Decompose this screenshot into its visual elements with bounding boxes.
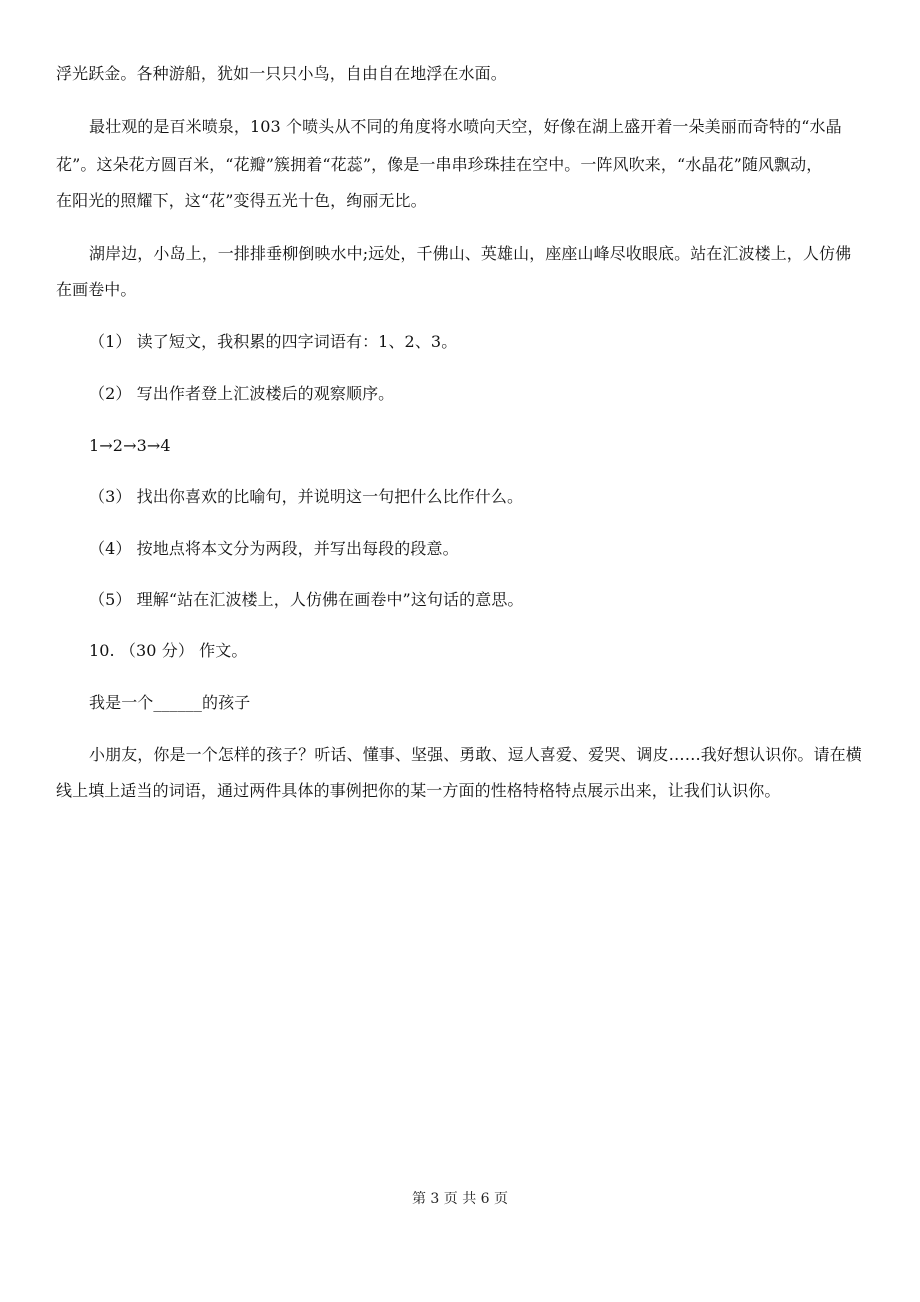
question-2-answer: 1→2→3→4	[89, 436, 171, 455]
paragraph-line: 最壮观的是百米喷泉，103 个喷头从不同的角度将水喷向天空，好像在湖上盛开着一朵美丽而奇特的“水晶	[89, 117, 842, 136]
composition-heading: 10. （30 分） 作文。	[89, 641, 248, 660]
paragraph-line: 在画卷中。	[56, 280, 137, 299]
question-1: （1） 读了短文，我积累的四字词语有：1、2、3。	[89, 332, 458, 351]
paragraph-line: 花”。这朵花方圆百米，“花瓣”簇拥着“花蕊”，像是一串串珍珠挂在空中。一阵风吹来，“水晶花”随风飘动，	[56, 155, 823, 174]
question-2: （2） 写出作者登上汇波楼后的观察顺序。	[89, 384, 395, 403]
paragraph-line: 在阳光的照耀下，这“花”变得五光十色，绚丽无比。	[56, 191, 427, 210]
composition-title: 我是一个______的孩子	[89, 693, 251, 712]
paragraph-line: 浮光跃金。各种游船，犹如一只只小鸟，自由自在地浮在水面。	[56, 64, 507, 83]
page-footer: 第 3 页 共 6 页	[411, 1191, 509, 1207]
question-3: （3） 找出你喜欢的比喻句，并说明这一句把什么比作什么。	[89, 487, 524, 506]
composition-prompt-line: 线上填上适当的词语，通过两件具体的事例把你的某一方面的性格特格特点展示出来，让我们认识你。	[56, 781, 781, 800]
question-5: （5） 理解“站在汇波楼上，人仿佛在画卷中”这句话的意思。	[89, 590, 524, 609]
question-4: （4） 按地点将本文分为两段，并写出每段的段意。	[89, 539, 459, 558]
paragraph-line: 湖岸边，小岛上，一排排垂柳倒映水中;远处，千佛山、英雄山，座座山峰尽收眼底。站在汇波楼上，人仿佛	[89, 244, 852, 263]
composition-prompt-line: 小朋友，你是一个怎样的孩子？听话、懂事、坚强、勇敢、逗人喜爱、爱哭、调皮……我好想认识你。请在横	[89, 745, 862, 764]
